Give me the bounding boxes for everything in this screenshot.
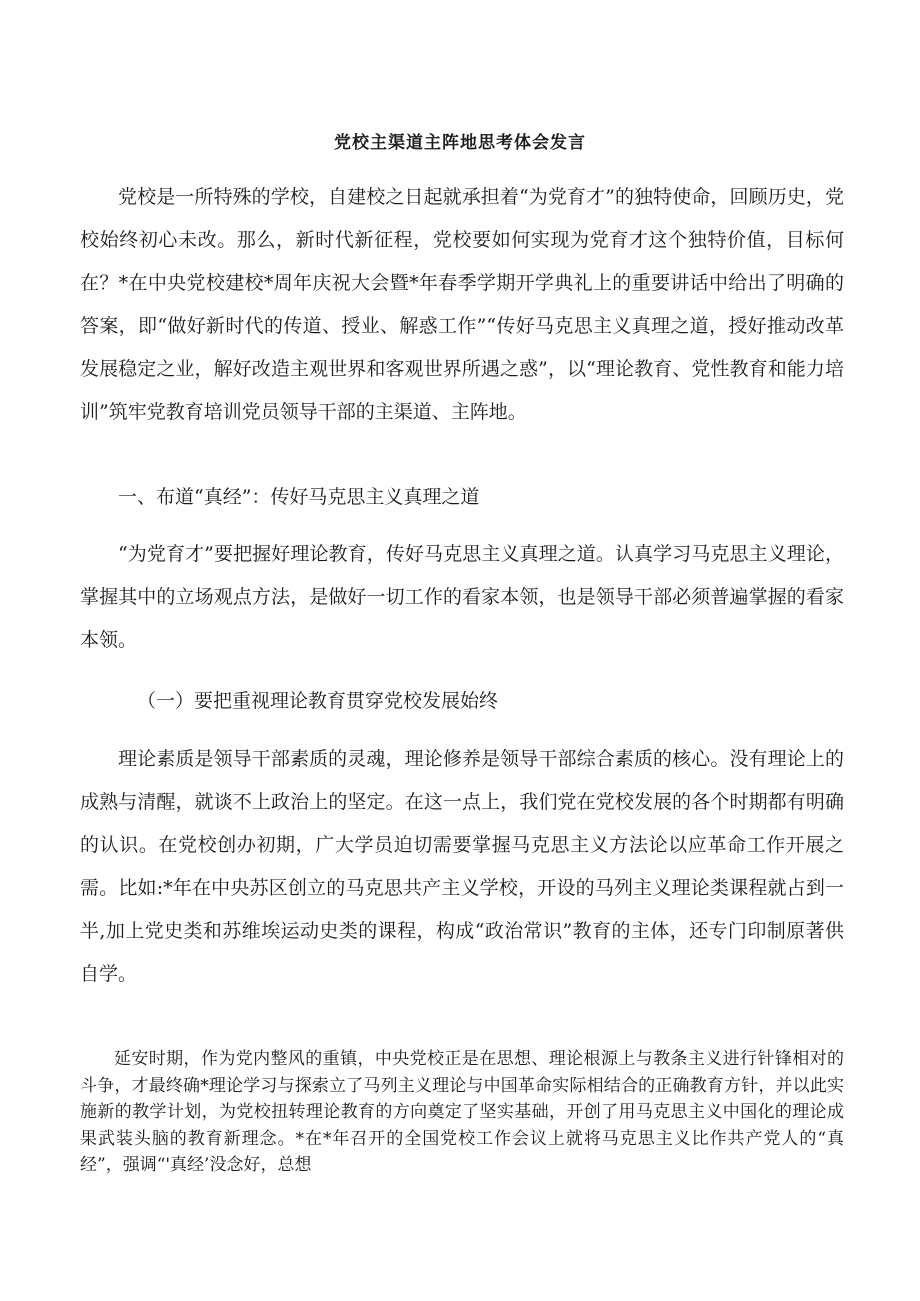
paragraph-intro: 党校是一所特殊的学校，自建校之日起就承担着“为党育才”的独特使命，回顾历史，党校始终初心未改。那么，新时代新征程，党校要如何实现为党育才这个独特价值，目标何在？*在中央党校建校*周年庆祝大会暨*年春季学期开学典礼上的重要讲话中给出了明确的答案，即“做好新时代的传道、授业、解惑工作”“传好马克思主义真理之道，授好推动改革发展稳定之业，解好改造主观世界和客观世界所遇之惑”，以“理论教育、党性教育和能力培训”筑牢党教育培训党员领导干部的主渠道、主阵地。 — [80, 186, 844, 423]
subsection-heading-1: （一）要把重视理论教育贯穿党校发展始终 — [137, 690, 499, 712]
paragraph-theory-education: “为党育才”要把握好理论教育，传好马克思主义真理之道。认真学习马克思主义理论，掌握其中的立场观点方法，是做好一切工作的看家本领，也是领导干部必须普遍掌握的看家本领。 — [80, 543, 844, 651]
section-heading-1: 一、布道“真经”：传好马克思主义真理之道 — [118, 486, 480, 508]
paragraph-yanan-period: 延安时期，作为党内整风的重镇，中央党校正是在思想、理论根源上与教条主义进行针锋相对的斗争，才最终确*理论学习与探索立了马列主义理论与中国革命实际相结合的正确教育方针，并以此实施新的教学计划，为党校扭转理论教育的方向奠定了坚实基础，开创了用马克思主义中国化的理论成果武装头脑的教育新理念。*在*年召开的全国党校工作会议上就将马克思主义比作共产党人的“真经”，强调“'真经’没念好，总想 — [80, 1049, 844, 1175]
paragraph-theory-quality: 理论素质是领导干部素质的灵魂，理论修养是领导干部综合素质的核心。没有理论上的成熟与清醒，就谈不上政治上的坚定。在这一点上，我们党在党校发展的各个时期都有明确的认识。在党校创办初期，广大学员迫切需要掌握马克思主义方法论以应革命工作开展之需。比如:*年在中央苏区创立的马克思共产主义学校，开设的马列主义理论类课程就占到一半,加上党史类和苏维埃运动史类的课程，构成“政治常识”教育的主体，还专门印制原著供自学。 — [80, 748, 844, 985]
document-title: 党校主渠道主阵地思考体会发言 — [334, 133, 586, 153]
